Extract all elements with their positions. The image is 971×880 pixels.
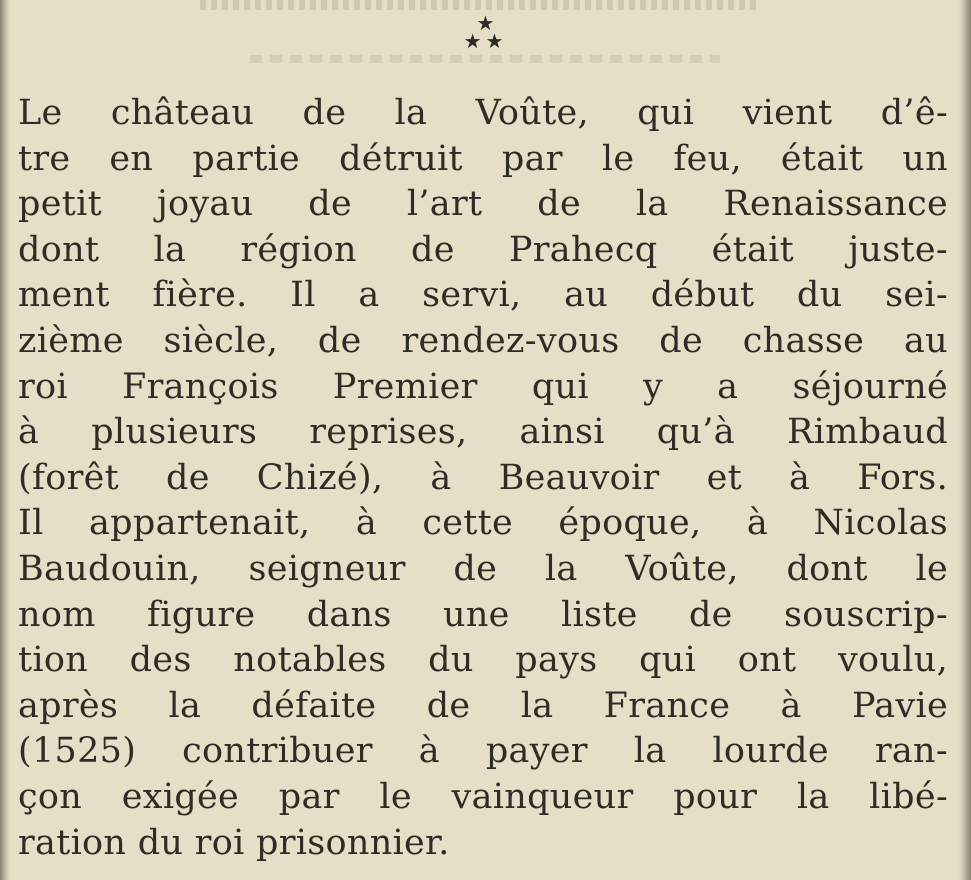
text-line: petit joyau de l’art de la Renaissance [18, 184, 948, 225]
text-line: ment fière. Il a servi, au début du sei- [18, 275, 948, 316]
star-pair-icon: ★★ [463, 29, 508, 53]
text-line: Le château de la Voûte, qui vient d’ê- [18, 93, 948, 133]
text-line: Il appartenait, à cette époque, à Nicolas [18, 503, 948, 544]
text-line: tre en partie détruit par le feu, était un [18, 138, 948, 179]
text-line: çon exigée par le vainqueur pour la libé- [18, 776, 948, 817]
faded-bleed-through [250, 55, 720, 63]
text-line: (forêt de Chizé), à Beauvoir et à Fors. [18, 457, 948, 498]
asterism-ornament [0, 11, 971, 53]
text-line: (1525) contribuer à payer la lourde ran- [18, 731, 948, 772]
text-line: Baudouin, seigneur de la Voûte, dont le [18, 548, 948, 589]
text-line: ration du roi prisonnier. [18, 822, 450, 863]
text-line: à plusieurs reprises, ainsi qu’à Rimbaud [18, 412, 948, 453]
article-paragraph [18, 91, 948, 866]
text-line: zième siècle, de rendez-vous de chasse au [18, 320, 948, 361]
text-line: dont la région de Prahecq était juste- [18, 229, 948, 270]
text-line: après la défaite de la France à Pavie [18, 685, 948, 726]
faded-top-print [200, 0, 760, 10]
text-line: nom figure dans une liste de souscrip- [18, 594, 948, 635]
text-line: roi François Premier qui y a séjourné [18, 366, 948, 407]
right-column-rule [959, 0, 971, 880]
star-icon: ★ [476, 11, 495, 35]
left-column-rule [0, 0, 10, 880]
text-line: tion des notables du pays qui ont voulu, [18, 640, 948, 681]
